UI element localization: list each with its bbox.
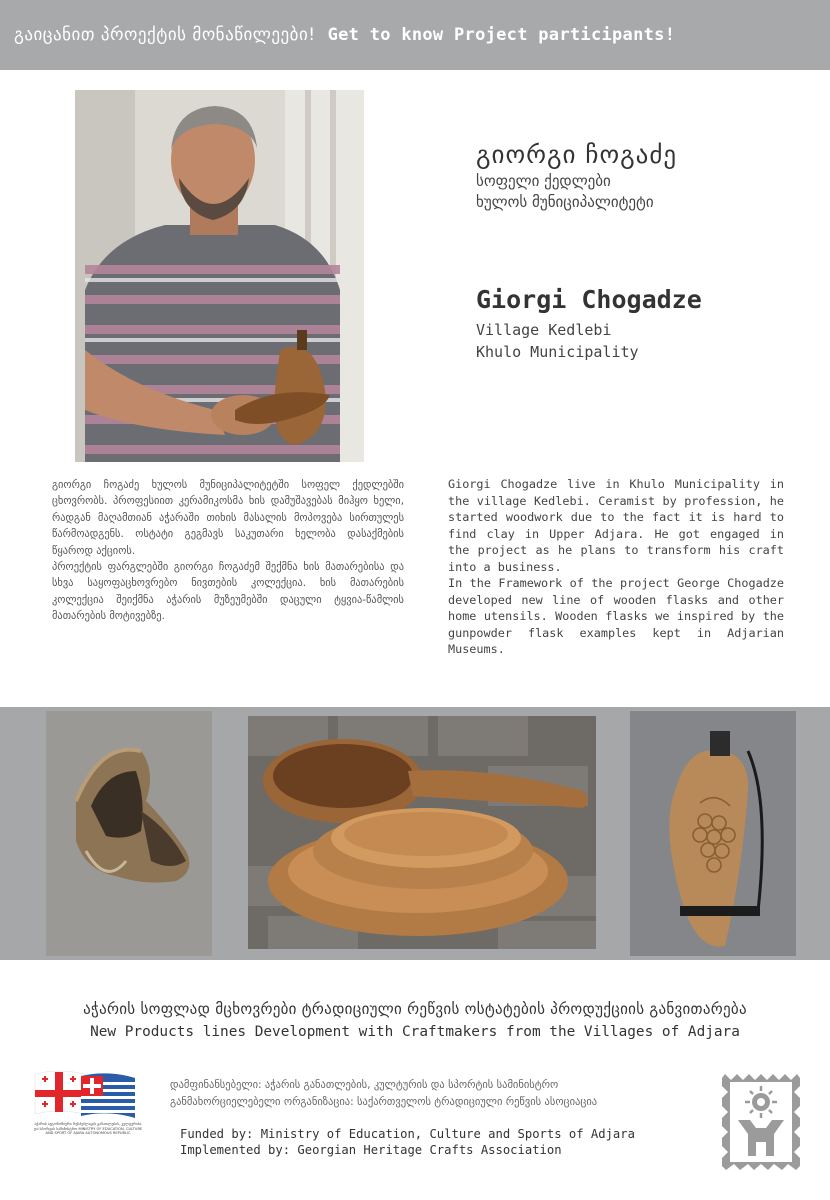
ministry-caption: აჭარის ავტონომიური რესპუბლიკის განათლების, კულტურისა და სპორტის სამინისტრო MINISTRY OF EDUCATION, CULTURE AND SPORT OF AJARA AUTONOMOUS REPUBLIC xyxy=(33,1122,143,1136)
flag-logo-icon xyxy=(33,1068,138,1163)
bio-en-paragraph-1: Giorgi Chogadze live in Khulo Municipality in the village Kedlebi. Ceramist by profession, he started woodwork due to the fact it is hard to find clay in Upper Adjara. He got engaged in the project as he plans to transform his craft into a business. xyxy=(448,477,784,574)
ornament-logo-icon xyxy=(720,1072,802,1172)
bio-ka-paragraph-1: გიორგი ჩოგაძე ხულოს მუნიციპალიტეტში სოფელ ქედლებში ცხოვრობს. პროფესიით კერამიკოსმა ხის დამუშავებას მიჰყო ხელი, რადგან მაღამთიან აჭარაში თიხის მასალის მოპოვება სირთულეს წარმოადგენს. ოსტატი გეგმავს საკუთარი ხელობა დასაქმების წყაროდ აქციოს. xyxy=(52,479,404,557)
implementer-ka: განმახორციელებელი ორგანიზაცია: საქართველოს ტრადიციული რეწვის ასოციაცია xyxy=(170,1096,598,1108)
participant-name-ka: გიორგი ჩოგაძე xyxy=(476,140,678,169)
flask-image xyxy=(630,711,796,956)
participant-name-en: Giorgi Chogadze xyxy=(476,285,702,314)
participant-village-en: Village Kedlebi xyxy=(476,321,612,339)
funder-ka: დამფინანსებელი: აჭარის განათლების, კულტურის და სპორტის სამინისტრო xyxy=(170,1079,559,1091)
bio-en-paragraph-2: In the Framework of the project George Chogadze developed new line of wooden flasks and other home utensils. Wooden flasks we inspired by the gunpowder flask examples kept in Adjarian Museums. xyxy=(448,576,784,656)
bio-georgian xyxy=(52,477,404,625)
project-title-en: New Products lines Development with Craftmakers from the Villages of Adjara xyxy=(90,1024,740,1040)
header-title-en: Get to know Project participants! xyxy=(327,25,676,45)
portrait-image xyxy=(75,90,364,462)
funded-by-en: Funded by: Ministry of Education, Culture and Sports of Adjara xyxy=(180,1127,635,1141)
implemented-by-en: Implemented by: Georgian Heritage Crafts Association xyxy=(180,1143,562,1157)
ministry-flags-icon xyxy=(33,1068,138,1122)
bowls-image xyxy=(248,716,596,949)
photo-wooden-bowls xyxy=(248,716,596,949)
shoes-image xyxy=(46,711,212,956)
photo-wooden-flask xyxy=(630,711,796,956)
project-title-ka: აჭარის სოფლად მცხოვრები ტრადიციული რეწვის ოსტატების პროდუქციის განვითარება xyxy=(83,1000,747,1018)
participant-portrait xyxy=(75,90,364,462)
participant-municipality-ka: ხულოს მუნიციპალიტეტი xyxy=(476,193,654,211)
participant-village-ka: სოფელი ქედლები xyxy=(476,172,611,190)
header-banner xyxy=(0,0,830,70)
crafts-association-logo-icon xyxy=(720,1072,802,1172)
photo-leather-shoes xyxy=(46,711,212,956)
participant-municipality-en: Khulo Municipality xyxy=(476,343,639,361)
bio-english xyxy=(448,476,784,658)
bio-ka-paragraph-2: პროექტის ფარგლებში გიორგი ჩოგაძემ შექმნა ხის მათარებისა და სხვა საყოფაცხოვრებო ნივთების კოლექცია. ხის მათარების კოლექცია შეიქმნა აჭარის მუზეუმებში დაცული ტყვია-წამლის მათარების მოტივებზე. xyxy=(52,561,404,623)
header-title-ka: გაიცანით პროექტის მონაწილეები! xyxy=(14,25,316,45)
